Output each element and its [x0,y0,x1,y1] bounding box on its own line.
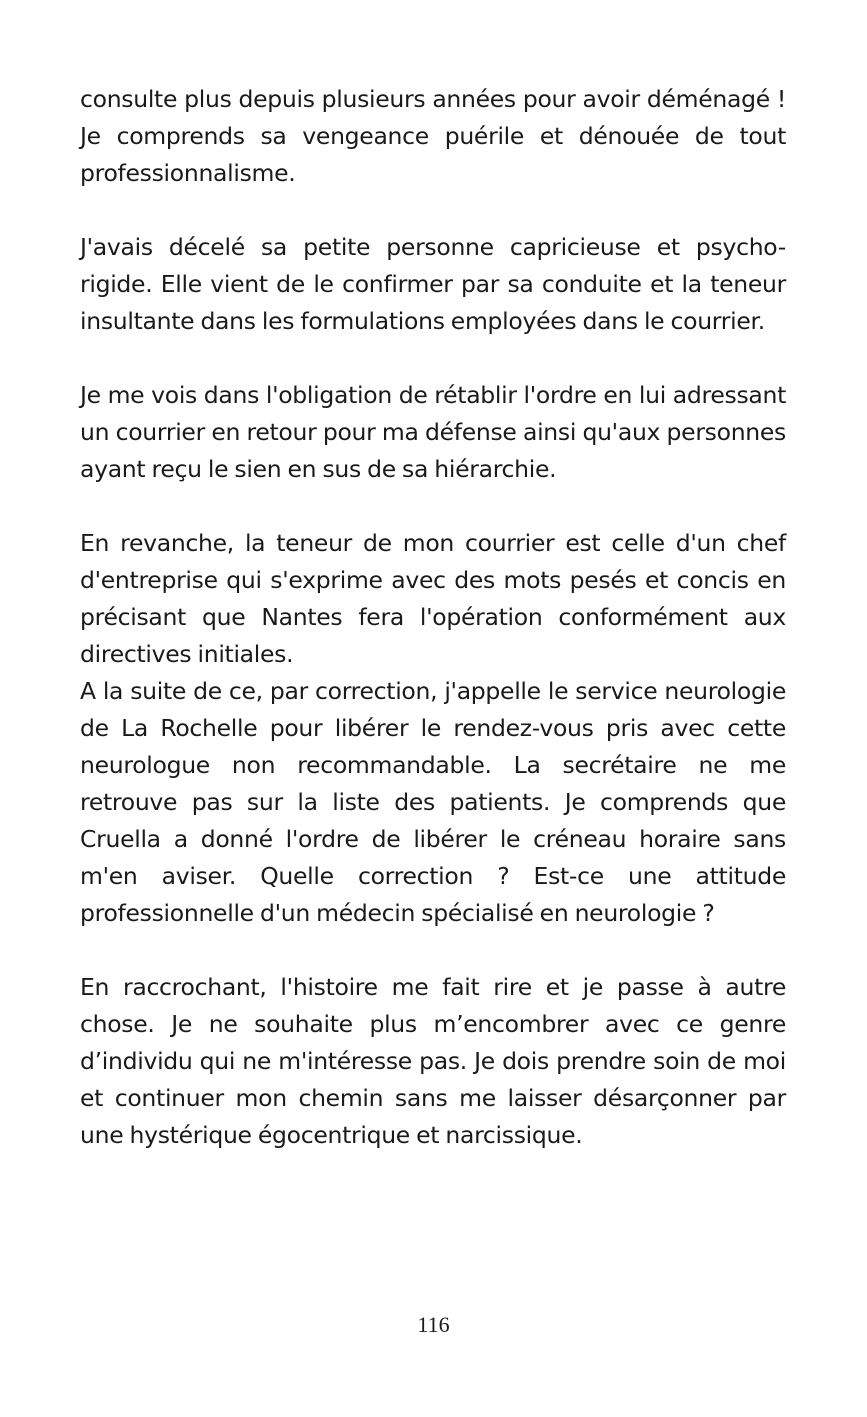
paragraph-gap [80,488,786,525]
paragraph-2: J'avais décelé sa petite personne capricieuse et psycho-rigide. Elle vient de le confirmer par sa conduite et la teneur insultante dans les formulations employées dans le courrier. [80,233,786,335]
paragraph-gap [80,932,786,969]
paragraph-5: A la suite de ce, par correction, j'appelle le service neurologie de La Rochelle pour libérer le rendez-vous pris avec cette neurologue non recommandable. La secrétaire ne me retrouve pas sur la liste des patients. Je comprends que Cruella a donné l'ordre de libérer le créneau horaire sans m'en aviser. Quelle correction ? Est-ce une attitude professionnelle d'un médecin spécialisé en neurologie ? [80,677,786,927]
page-number: 116 [417,1312,450,1337]
paragraph-4: En revanche, la teneur de mon courrier est celle d'un chef d'entreprise qui s'exprime avec des mots pesés et concis en précisant que Nantes fera l'opération conformément aux directives initiales. [80,529,786,668]
page-body [80,81,786,1154]
paragraph-6: En raccrochant, l'histoire me fait rire et je passe à autre chose. Je ne souhaite plus m’encombrer avec ce genre d’individu qui ne m'intéresse pas. Je dois prendre soin de moi et continuer mon chemin sans me laisser désarçonner par une hystérique égocentrique et narcissique. [80,973,786,1149]
paragraph-3: Je me vois dans l'obligation de rétablir l'ordre en lui adressant un courrier en retour pour ma défense ainsi qu'aux personnes ayant reçu le sien en sus de sa hiérarchie. [80,381,786,483]
paragraph-gap [80,192,786,229]
paragraph-1: consulte plus depuis plusieurs années pour avoir déménagé ! Je comprends sa vengeance puérile et dénouée de tout professionnalisme. [80,85,786,187]
paragraph-gap [80,340,786,377]
